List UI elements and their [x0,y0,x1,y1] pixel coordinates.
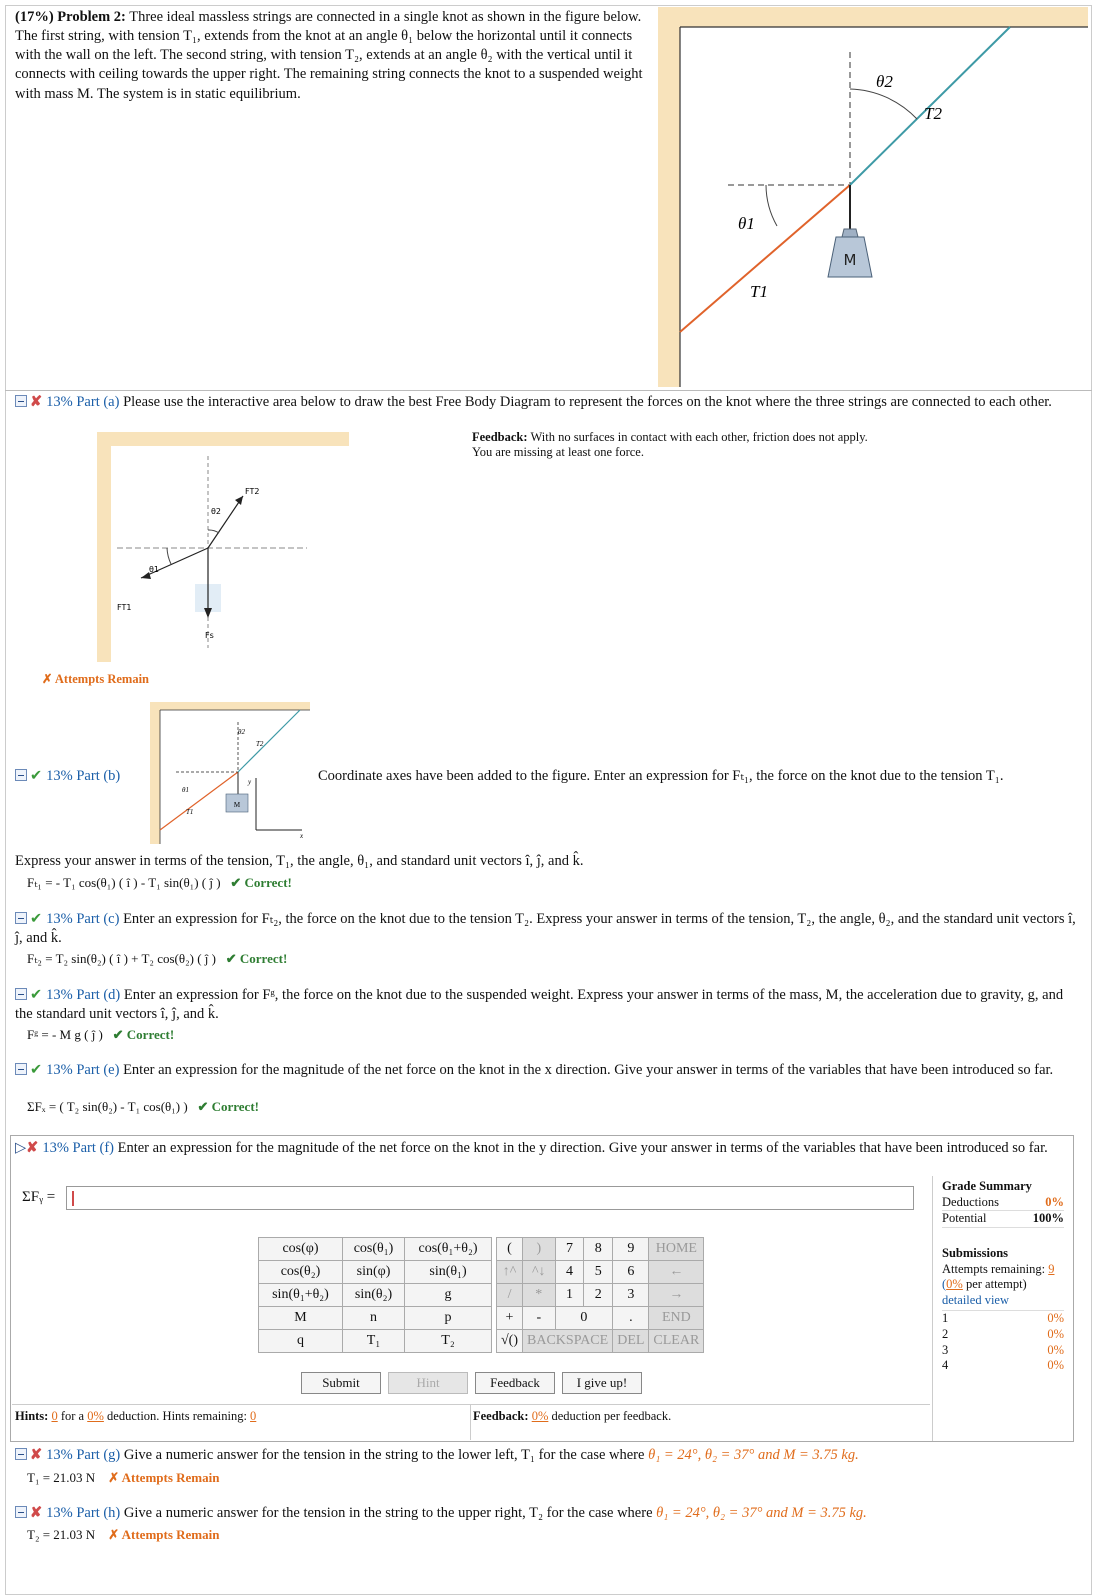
submission-number: 2 [942,1327,949,1341]
fbd-ceiling [97,432,349,446]
hints-remaining: 0 [250,1409,257,1423]
key-subscript-down[interactable]: ^↓ [523,1261,556,1284]
part-g-answer [27,1470,219,1486]
thumb-t1: T1 [186,808,194,816]
part-c-header [15,910,1080,948]
key-sin-theta2[interactable]: sin(θ₂) [342,1284,404,1307]
theta1-label: θ1 [738,214,755,233]
thumb-t2: T2 [256,740,264,748]
key-left-arrow[interactable]: ← [649,1261,704,1284]
part-e-answer-expr: ΣFₓ = ( T₂ sin(θ₂) - T₁ cos(θ₁) ) [27,1099,188,1114]
attempts-remaining: 9 [1048,1261,1055,1276]
part-d-label: 13% Part (d) [46,987,121,1003]
key-3[interactable]: 3 [613,1284,649,1307]
weight-hook [842,229,858,237]
feedback-label: Feedback: [472,430,528,444]
key-8[interactable]: 8 [584,1238,613,1261]
submissions-title: Submissions [942,1245,1009,1260]
key-t1[interactable]: T₁ [342,1330,404,1353]
key-4[interactable]: 4 [555,1261,584,1284]
submission-number: 3 [942,1342,949,1357]
number-keypad [496,1237,704,1353]
incorrect-icon: ✘ [30,394,43,410]
correct-icon: ✔ [30,1062,43,1078]
deductions-label: Deductions [942,1194,999,1209]
part-b-header [15,767,120,786]
hint-button[interactable]: Hint [388,1372,468,1394]
submission-row [942,1310,1064,1327]
submission-score: 0% [1047,1327,1064,1341]
key-5[interactable]: 5 [584,1261,613,1284]
potential-label: Potential [942,1211,987,1226]
hints-summary [15,1409,256,1424]
key-g[interactable]: g [405,1284,492,1307]
part-h-answer [27,1527,219,1543]
key-cos-theta1-plus-theta2[interactable]: cos(θ₁+θ₂) [405,1238,492,1261]
collapse-icon[interactable] [15,988,27,1000]
feedback-summary-end: deduction per feedback. [551,1409,672,1423]
key-sin-phi[interactable]: sin(φ) [342,1261,404,1284]
part-b-status: ✔ Correct! [230,875,292,890]
thumb-theta1: θ1 [182,786,189,794]
part-f-input-label: ΣFᵧ = [22,1189,56,1205]
fbd-ft2-arrow[interactable] [208,496,243,548]
submission-row [942,1343,1064,1359]
key-plus[interactable]: + [497,1307,523,1330]
part-g-conditions: θ₁ = 24°, θ₂ = 37° and M = 3.75 kg. [648,1447,859,1463]
part-b-thumbnail [150,702,310,844]
key-del[interactable]: DEL [613,1330,649,1353]
part-h-header [15,1504,1080,1523]
part-e-answer [27,1099,259,1115]
submission-score: 0% [1047,1342,1064,1357]
fbd-ft1-label: FT1 [117,603,132,612]
key-cos-phi[interactable]: cos(φ) [259,1238,343,1261]
part-h-conditions: θ₁ = 24°, θ₂ = 37° and M = 3.75 kg. [656,1505,867,1521]
part-c-answer [27,951,287,967]
key-sqrt[interactable]: √() [497,1330,523,1353]
key-9[interactable]: 9 [613,1238,649,1261]
t1-label: T1 [750,282,768,301]
function-keypad [258,1237,492,1353]
grade-summary: Grade Summary Deductions 0% Potential 100% Submissions Attempts remaining: 9 (0% per attempt) detailed view 1 0% 2 0% 3 0% 4 0% [942,1179,1064,1373]
part-d-header [15,986,1080,1024]
part-d-answer [27,1027,174,1043]
key-cos-theta1[interactable]: cos(θ₁) [342,1238,404,1261]
part-g-status: ✗ Attempts Remain [108,1470,220,1485]
submission-number: 1 [942,1311,949,1326]
submission-number: 4 [942,1358,949,1373]
thumb-x-axis: x [300,832,304,840]
part-b-label: 13% Part (b) [46,768,121,784]
collapse-icon[interactable] [15,395,27,407]
part-a-header [15,393,1080,412]
submission-row [942,1358,1064,1374]
feedback-summary [473,1409,671,1424]
key-minus[interactable]: - [523,1307,556,1330]
fbd-theta1-label: θ1 [149,565,159,574]
hints-mid: for a [60,1409,85,1423]
key-clear[interactable]: CLEAR [649,1330,704,1353]
feedback-summary-label: Feedback: [473,1409,529,1423]
fbd-canvas[interactable] [97,432,349,662]
collapse-icon[interactable] [15,1506,27,1518]
hints-pct: 0% [87,1409,104,1423]
key-right-arrow[interactable]: → [649,1284,704,1307]
part-g-text: Give a numeric answer for the tension in the string to the lower left, T₁ for the case where [123,1447,645,1463]
part-c-text: Enter an expression for Fₜ₂, the force on the knot due to the tension T₂. Express your answer in terms of the tension, T₂, the angle, θ₂, and the standard unit vectors î, ĵ, and k̂. [15,911,1076,946]
key-sin-theta1-plus-theta2[interactable]: sin(θ₁+θ₂) [259,1284,343,1307]
part-a-label: 13% Part (a) [46,394,120,410]
part-d-text: Enter an expression for Fᵍ, the force on the knot due to the suspended weight. Express your answer in terms of the mass, M, the acceleration due to gravity, g, and the standard unit vectors î, ĵ, and k̂. [15,987,1064,1022]
key-home[interactable]: HOME [649,1238,704,1261]
part-a-feedback [472,430,1072,460]
key-1[interactable]: 1 [555,1284,584,1307]
key-2[interactable]: 2 [584,1284,613,1307]
part-b-text-2: Express your answer in terms of the tension, T₁, the angle, θ₁, and standard unit vectors î, ĵ, and k̂. [15,853,584,869]
key-cos-theta2[interactable]: cos(θ₂) [259,1261,343,1284]
grade-summary-title: Grade Summary [942,1179,1032,1193]
key-superscript-up[interactable]: ↑^ [497,1261,523,1284]
attempts-label: Attempts remaining: [942,1261,1046,1276]
part-d-answer-expr: Fᵍ = - M g ( ĵ ) [27,1027,103,1042]
submission-row [942,1327,1064,1343]
key-m[interactable]: M [259,1307,343,1330]
fbd-wall [97,432,111,662]
key-open-paren[interactable]: ( [497,1238,523,1261]
part-g-label: 13% Part (g) [46,1447,121,1463]
part-e-text: Enter an expression for the magnitude of the net force on the knot in the x direction. Give your answer in terms of the variables that have been introduced so far. [123,1062,1054,1078]
correct-icon: ✔ [30,911,43,927]
key-decimal[interactable]: . [613,1307,649,1330]
key-6[interactable]: 6 [613,1261,649,1284]
fbd-theta2-label: θ2 [211,507,221,516]
thumb-y-axis: y [248,778,252,786]
detailed-view-link[interactable]: detailed view [942,1292,1009,1307]
submission-score: 0% [1047,1358,1064,1373]
potential-value: 100% [1032,1211,1064,1226]
key-close-paren[interactable]: ) [523,1238,556,1261]
part-b-text: Coordinate axes have been added to the figure. Enter an expression for Fₜ₁, the force on the knot due to the tension T₁. [318,768,1004,784]
part-g-answer-value: T₁ = 21.03 N [27,1470,96,1485]
feedback-button[interactable]: Feedback [475,1372,555,1394]
t2-label: T2 [924,104,942,123]
incorrect-icon: ✘ [30,1505,43,1521]
part-b-answer-expr: Fₜ₁ = - T₁ cos(θ₁) ( î ) - T₁ sin(θ₁) ( ĵ ) [27,875,221,890]
key-n[interactable]: n [342,1307,404,1330]
hints-label: Hints: [15,1409,49,1423]
per-attempt-pct: 0% [946,1277,963,1292]
submission-score: 0% [1047,1311,1064,1326]
feedback-text: With no surfaces in contact with each other, friction does not apply. [530,430,868,444]
key-end[interactable]: END [649,1307,704,1330]
collapse-icon[interactable] [15,1063,27,1075]
key-backspace[interactable]: BACKSPACE [523,1330,613,1353]
part-e-header [15,1061,1080,1080]
part-a-text: Please use the interactive area below to draw the best Free Body Diagram to represent the forces on the knot where the three strings are connected to each other. [123,394,1052,410]
feedback-text-2: You are missing at least one force. [472,445,644,459]
part-f-label: 13% Part (f) [42,1140,114,1156]
hints-end: deduction. Hints remaining: [107,1409,247,1423]
part-e-status: ✔ Correct! [197,1099,259,1114]
submit-button[interactable]: Submit [301,1372,381,1394]
part-f-text: Enter an expression for the magnitude of the net force on the knot in the y direction. Give your answer in terms of the variables that have been introduced so far. [117,1140,1048,1156]
key-multiply[interactable]: * [523,1284,556,1307]
problem-figure [658,7,1088,387]
answer-input[interactable] [66,1186,914,1210]
part-h-answer-value: T₂ = 21.03 N [27,1527,96,1542]
mass-label: M [843,251,857,269]
thumb-mass-label: M [233,801,241,809]
hints-count: 0 [51,1409,58,1423]
part-e-label: 13% Part (e) [46,1062,120,1078]
part-c-label: 13% Part (c) [46,911,120,927]
incorrect-icon: ✘ [26,1140,39,1156]
input-cursor [72,1191,74,1206]
problem-prefix: (17%) Problem 2: [15,9,126,25]
part-c-answer-expr: Fₜ₂ = T₂ sin(θ₂) ( î ) + T₂ cos(θ₂) ( ĵ ) [27,951,216,966]
part-c-status: ✔ Correct! [225,951,288,966]
key-0[interactable]: 0 [555,1307,613,1330]
part-f-header [15,1139,1070,1158]
fbd-ft2-label: FT2 [245,487,260,496]
deductions-value: 0% [1045,1194,1064,1209]
part-g-header [15,1446,1080,1465]
key-7[interactable]: 7 [555,1238,584,1261]
incorrect-icon: ✘ [30,1447,43,1463]
theta2-label: θ2 [876,72,893,91]
problem-statement [15,8,655,104]
part-h-status: ✗ Attempts Remain [108,1527,220,1542]
problem-text: Three ideal massless strings are connected in a single knot as shown in the figure below. The first string, with tension T₁, extends from the knot at an angle θ₁ below the horizontal until it connects with the wall on the left. The second string, with tension T₂, extends at an angle θ₂ with the vertical until it connects with ceiling towards the upper right. The remaining string connects the knot to a suspended weight with mass M. The system is in static equilibrium. [15,9,643,102]
collapse-icon[interactable] [15,1448,27,1460]
part-h-label: 13% Part (h) [46,1505,121,1521]
part-h-text: Give a numeric answer for the tension in the string to the upper right, T₂ for the case where [123,1505,653,1521]
feedback-pct: 0% [531,1409,549,1423]
key-q[interactable]: q [259,1330,343,1353]
correct-icon: ✔ [30,987,43,1003]
key-divide[interactable]: / [497,1284,523,1307]
correct-icon: ✔ [30,768,43,784]
thumb-theta2: θ2 [238,728,245,736]
part-b-answer [27,875,292,891]
key-t2[interactable]: T₂ [405,1330,492,1353]
expand-icon[interactable]: ▷ [15,1140,27,1156]
collapse-icon[interactable] [15,912,27,924]
key-sin-theta1[interactable]: sin(θ₁) [405,1261,492,1284]
part-d-status: ✔ Correct! [112,1027,175,1042]
give-up-button[interactable]: I give up! [562,1372,642,1394]
per-attempt-text: per attempt) [965,1277,1027,1292]
key-p[interactable]: p [405,1307,492,1330]
fbd-fs-label: Fs [205,631,214,640]
collapse-icon[interactable] [15,769,27,781]
part-a-status: ✗ Attempts Remain [42,672,149,686]
